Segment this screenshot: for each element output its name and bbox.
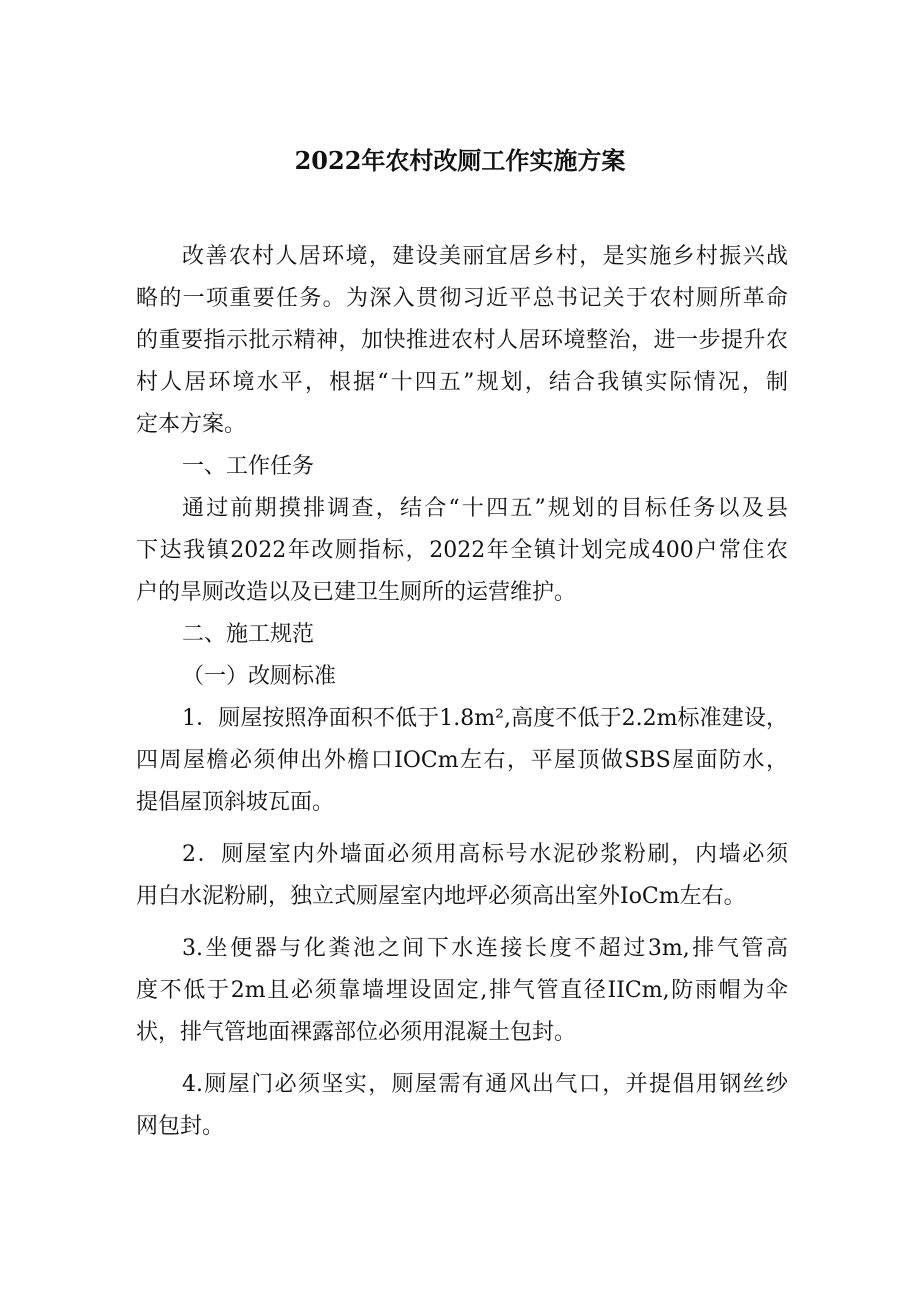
text-line: 改善农村人居环境，建设美丽宜居乡村，是实施乡村振兴战 bbox=[182, 244, 788, 269]
text-line: 下达我镇2022年改厕指标，2022年全镇计划完成400户常住农 bbox=[136, 538, 788, 563]
text-line: 2．厕屋室内外墙面必须用高标号水泥砂浆粉刷，内墙必须 bbox=[182, 842, 788, 867]
text-line: 的重要指示批示精神，加快推进农村人居环境整治，进一步提升农 bbox=[136, 328, 788, 353]
section1-paragraph bbox=[136, 488, 788, 614]
item-4 bbox=[136, 1064, 788, 1148]
text-line: 通过前期摸排调查，结合“十四五”规划的目标任务以及县 bbox=[182, 496, 788, 521]
text-line: 村人居环境水平，根据“十四五”规划，结合我镇实际情况，制 bbox=[136, 370, 788, 395]
spacer bbox=[136, 1054, 788, 1064]
text-line: 略的一项重要任务。为深入贯彻习近平总书记关于农村厕所革命 bbox=[136, 286, 788, 311]
text-line: 户的旱厕改造以及已建卫生厕所的运营维护。 bbox=[136, 580, 577, 605]
text-line: 1．厕屋按照净面积不低于1.8m²,高度不低于2.2m标准建设， bbox=[182, 706, 788, 731]
text-line: 网包封。 bbox=[136, 1114, 225, 1139]
text-line: 用白水泥粉刷，独立式厕屋室内地坪必须高出室外IoCm左右。 bbox=[136, 884, 746, 909]
section-heading: 一、工作任务 bbox=[182, 454, 315, 479]
text-line: 提倡屋顶斜坡瓦面。 bbox=[136, 790, 335, 815]
item-1 bbox=[136, 698, 788, 824]
text-line: 定本方案。 bbox=[136, 412, 247, 437]
document-body bbox=[136, 236, 788, 1148]
text-line: 3.坐便器与化粪池之间下水连接长度不超过3m,排气管高 bbox=[182, 936, 788, 961]
spacer bbox=[136, 824, 788, 834]
intro-paragraph bbox=[136, 236, 788, 446]
text-line: 度不低于2m且必须靠墙埋设固定,排气管直径IICm,防雨帽为伞 bbox=[136, 978, 788, 1003]
subsection-heading: （一）改厕标准 bbox=[182, 664, 337, 689]
item-3 bbox=[136, 928, 788, 1054]
text-line: 4.厕屋门必须坚实，厕屋需有通风出气口，并提倡用钢丝纱 bbox=[182, 1072, 788, 1097]
section-heading: 二、施工规范 bbox=[182, 622, 315, 647]
text-line: 四周屋檐必须伸出外檐口IOCm左右，平屋顶做SBS屋面防水， bbox=[136, 748, 788, 773]
spacer bbox=[136, 918, 788, 928]
document-title: 2022年农村改厕工作实施方案 bbox=[294, 146, 626, 175]
text-line: 状，排气管地面裸露部位必须用混凝土包封。 bbox=[136, 1020, 577, 1045]
item-2 bbox=[136, 834, 788, 918]
